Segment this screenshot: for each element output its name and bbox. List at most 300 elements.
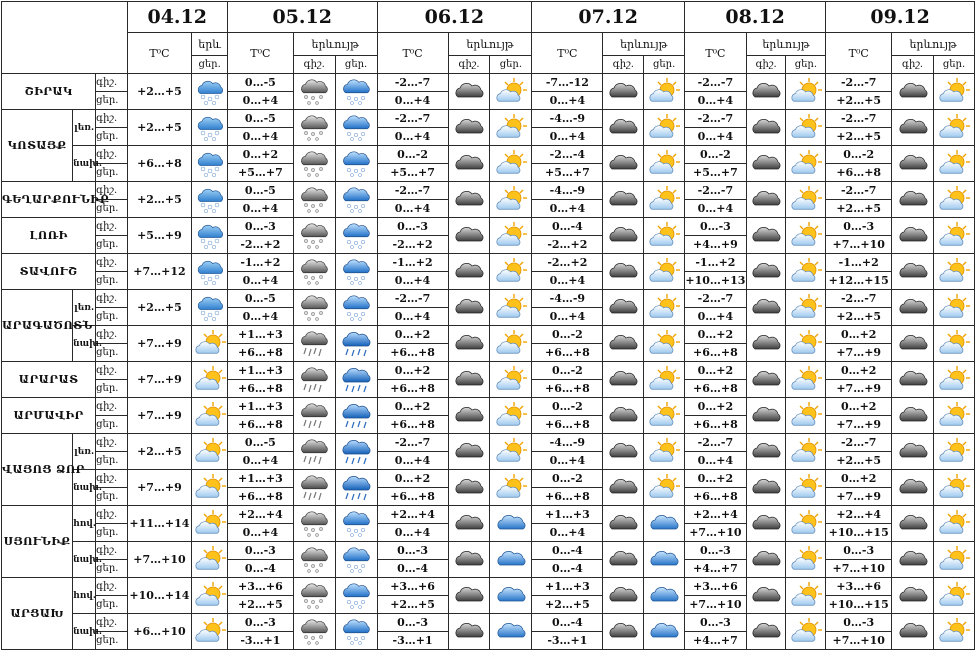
temperature-value: 0…+4: [377, 200, 448, 218]
temperature-value: 0…-3: [826, 614, 892, 632]
snow-cloud-icon: [335, 74, 377, 110]
temperature-value: 0…+2: [826, 362, 892, 380]
temperature-value: +2…+4: [826, 506, 892, 524]
night-label: գիշ.: [96, 578, 127, 596]
zone-label: նախ.: [73, 614, 96, 650]
sun-behind-cloud-icon: [490, 110, 532, 146]
temperature-value: +6…+8: [532, 344, 603, 362]
temperature-value: 0…+4: [685, 92, 747, 110]
temperature-value: +1…+3: [227, 362, 293, 380]
temperature-value: +3…+6: [377, 578, 448, 596]
temperature-value: -2…+2: [377, 236, 448, 254]
forecast-row: [2, 398, 975, 416]
dark-cloud-icon: [746, 398, 786, 434]
sun-behind-cloud-icon: [933, 542, 974, 578]
sun-behind-cloud-icon: [192, 614, 228, 650]
temperature-value: 0…+4: [377, 308, 448, 326]
temperature-value: +7…+9: [826, 416, 892, 434]
temperature-value: +2…+4: [377, 506, 448, 524]
dark-cloud-icon: [448, 182, 490, 218]
night-label: գիշ.: [96, 614, 127, 632]
temperature-value: +6…+8: [227, 344, 293, 362]
dark-cloud-icon: [603, 398, 644, 434]
dark-cloud-icon: [892, 254, 934, 290]
sun-behind-cloud-icon: [644, 182, 685, 218]
day-label: ցեր.: [96, 236, 127, 254]
temperature-value: +5…+9: [127, 218, 192, 254]
temperature-value: +6…+8: [127, 146, 192, 182]
temperature-value: +6…+8: [685, 416, 747, 434]
temperature-value: +10…+14: [127, 578, 192, 614]
temperature-value: +4…+7: [685, 560, 747, 578]
region-name: ՇԻՐԱԿ: [2, 74, 96, 110]
snow-cloud-icon: [192, 218, 228, 254]
temperature-value: -2…+2: [532, 254, 603, 272]
forecast-row: [2, 182, 975, 200]
snow-cloud-icon: [293, 578, 335, 614]
day-subheader: ցեր.: [335, 56, 377, 74]
temperature-value: +7…+9: [826, 344, 892, 362]
sun-behind-cloud-icon: [490, 398, 532, 434]
temperature-value: -2…-7: [685, 182, 747, 200]
zone-label: հով.: [73, 506, 96, 542]
temperature-value: +2…+5: [127, 110, 192, 146]
temperature-value: +2…+5: [826, 452, 892, 470]
dark-cloud-icon: [603, 74, 644, 110]
sun-behind-cloud-icon: [644, 434, 685, 470]
temperature-value: +2…+4: [227, 506, 293, 524]
temperature-value: 0…+2: [227, 146, 293, 164]
dark-cloud-icon: [746, 254, 786, 290]
temperature-value: 0…+4: [532, 452, 603, 470]
dark-cloud-icon: [892, 362, 934, 398]
sun-behind-cloud-icon: [192, 578, 228, 614]
temperature-value: +2…+5: [377, 596, 448, 614]
sun-behind-cloud-icon: [644, 362, 685, 398]
temperature-value: 0…+2: [826, 398, 892, 416]
sun-behind-cloud-icon: [933, 398, 974, 434]
sun-behind-cloud-icon: [644, 110, 685, 146]
temperature-value: 0…-3: [377, 542, 448, 560]
sun-behind-cloud-icon: [933, 362, 974, 398]
region-name: ՎԱՅՈՑ ՁՈՐ: [2, 434, 73, 506]
date-header: 08.12: [685, 2, 826, 33]
temperature-header: T⁰C: [127, 33, 192, 74]
temperature-value: 0…-2: [377, 146, 448, 164]
temperature-value: 0…+2: [685, 326, 747, 344]
temperature-value: +6…+8: [826, 164, 892, 182]
snow-cloud-icon: [293, 614, 335, 650]
sun-behind-cloud-icon: [933, 74, 974, 110]
day-label: ցեր.: [96, 272, 127, 290]
forecast-table: [1, 1, 975, 650]
temperature-value: +7…+12: [127, 254, 192, 290]
temperature-value: +6…+8: [685, 488, 747, 506]
forecast-row: [2, 290, 975, 308]
dark-cloud-icon: [603, 578, 644, 614]
day-label: ցեր.: [96, 308, 127, 326]
temperature-value: +3…+6: [685, 578, 747, 596]
temperature-value: +7…+10: [826, 632, 892, 650]
sun-behind-cloud-icon: [192, 362, 228, 398]
sun-behind-cloud-icon: [933, 290, 974, 326]
temperature-value: +7…+9: [826, 488, 892, 506]
day-subheader: ցեր.: [786, 56, 826, 74]
sun-behind-cloud-icon: [644, 218, 685, 254]
forecast-row: [2, 326, 975, 344]
sun-behind-cloud-icon: [490, 290, 532, 326]
dark-cloud-icon: [892, 110, 934, 146]
temperature-value: -2…-7: [826, 110, 892, 128]
snow-cloud-icon: [192, 290, 228, 326]
sun-behind-cloud-icon: [933, 146, 974, 182]
day-label: ցեր.: [96, 200, 127, 218]
temperature-value: 0…-5: [227, 290, 293, 308]
dark-cloud-icon: [603, 614, 644, 650]
snow-cloud-icon: [192, 146, 228, 182]
temperature-value: +7…+9: [127, 326, 192, 362]
temperature-value: 0…+4: [532, 308, 603, 326]
sun-behind-cloud-icon: [786, 290, 826, 326]
night-subheader: գիշ.: [603, 56, 644, 74]
temperature-value: +7…+10: [685, 524, 747, 542]
temperature-value: 0…-4: [377, 560, 448, 578]
blue-cloud-icon: [644, 506, 685, 542]
temperature-value: -3…+1: [532, 632, 603, 650]
blue-cloud-icon: [490, 542, 532, 578]
date-header: 06.12: [377, 2, 532, 33]
temperature-value: 0…+4: [377, 524, 448, 542]
dark-cloud-icon: [448, 74, 490, 110]
sun-behind-cloud-icon: [192, 398, 228, 434]
temperature-value: +2…+5: [826, 200, 892, 218]
temperature-value: 0…+2: [377, 362, 448, 380]
day-subheader: ցեր.: [644, 56, 685, 74]
rain-cloud-icon: [293, 470, 335, 506]
sun-behind-cloud-icon: [933, 218, 974, 254]
dark-cloud-icon: [892, 434, 934, 470]
night-label: գիշ.: [96, 182, 127, 200]
region-name: ՏԱՎՈՒՇ: [2, 254, 96, 290]
temperature-value: +6…+8: [532, 488, 603, 506]
temperature-value: 0…+2: [685, 470, 747, 488]
temperature-value: 0…+2: [826, 326, 892, 344]
temperature-value: 0…+2: [377, 470, 448, 488]
snow-cloud-icon: [192, 182, 228, 218]
night-label: գիշ.: [96, 110, 127, 128]
rain-cloud-icon: [335, 326, 377, 362]
phenomenon-header: երևույթ: [448, 33, 532, 56]
temperature-value: 0…+2: [377, 326, 448, 344]
sun-behind-cloud-icon: [786, 254, 826, 290]
zone-label: հով.: [73, 578, 96, 614]
dark-cloud-icon: [746, 110, 786, 146]
night-label: գիշ.: [96, 254, 127, 272]
dark-cloud-icon: [892, 470, 934, 506]
zone-label: նախ.: [73, 326, 96, 362]
temperature-value: +7…+10: [685, 596, 747, 614]
temperature-value: +1…+3: [227, 398, 293, 416]
temperature-value: 0…+4: [227, 272, 293, 290]
temperature-value: +5…+7: [377, 164, 448, 182]
date-header: 07.12: [532, 2, 685, 33]
rain-cloud-icon: [293, 398, 335, 434]
dark-cloud-icon: [448, 614, 490, 650]
dark-cloud-icon: [892, 182, 934, 218]
date-header: 09.12: [826, 2, 975, 33]
temperature-value: +6…+8: [685, 344, 747, 362]
sun-behind-cloud-icon: [933, 434, 974, 470]
sun-behind-cloud-icon: [192, 470, 228, 506]
region-name: ԱՐԱԳԱԾՈՏՆ: [2, 290, 73, 362]
sun-behind-cloud-icon: [933, 506, 974, 542]
sun-behind-cloud-icon: [786, 362, 826, 398]
snow-cloud-icon: [335, 254, 377, 290]
phenomenon-header: երևույթ: [746, 33, 826, 56]
temperature-value: 0…-3: [685, 614, 747, 632]
snow-cloud-icon: [293, 254, 335, 290]
temperature-value: -3…+1: [227, 632, 293, 650]
temperature-value: -2…-7: [377, 110, 448, 128]
dark-cloud-icon: [746, 614, 786, 650]
snow-cloud-icon: [335, 218, 377, 254]
sun-behind-cloud-icon: [644, 470, 685, 506]
forecast-row: [2, 362, 975, 380]
temperature-value: 0…-5: [227, 74, 293, 92]
temperature-value: 0…+2: [685, 362, 747, 380]
dark-cloud-icon: [603, 326, 644, 362]
sun-behind-cloud-icon: [933, 470, 974, 506]
sun-behind-cloud-icon: [490, 326, 532, 362]
temperature-value: -2…-7: [377, 182, 448, 200]
sun-behind-cloud-icon: [933, 614, 974, 650]
sun-behind-cloud-icon: [786, 614, 826, 650]
temperature-value: -2…-7: [377, 74, 448, 92]
zone-label: նախ.: [73, 470, 96, 506]
night-label: գիշ.: [96, 398, 127, 416]
temperature-value: +6…+8: [532, 416, 603, 434]
corner-cell: [2, 2, 128, 74]
dark-cloud-icon: [448, 434, 490, 470]
temperature-value: +6…+8: [377, 380, 448, 398]
dark-cloud-icon: [448, 398, 490, 434]
temperature-value: +11…+14: [127, 506, 192, 542]
temperature-value: 0…-3: [377, 614, 448, 632]
temperature-value: +6…+8: [227, 380, 293, 398]
temperature-value: +3…+6: [826, 578, 892, 596]
dark-cloud-icon: [892, 506, 934, 542]
temperature-header: T⁰C: [532, 33, 603, 74]
temperature-value: +2…+5: [826, 92, 892, 110]
temperature-value: 0…+4: [227, 308, 293, 326]
temperature-value: -2…-7: [826, 182, 892, 200]
region-name: ԼՈՌԻ: [2, 218, 96, 254]
temperature-value: +1…+3: [532, 506, 603, 524]
temperature-value: +4…+9: [685, 236, 747, 254]
day-label: ցեր.: [96, 128, 127, 146]
dark-cloud-icon: [746, 578, 786, 614]
temperature-value: +6…+8: [377, 488, 448, 506]
night-label: գիշ.: [96, 290, 127, 308]
sun-behind-cloud-icon: [786, 506, 826, 542]
phenomenon-header: երևույթ: [603, 33, 685, 56]
temperature-value: 0…-3: [826, 542, 892, 560]
region-name: ՍՅՈՒՆԻՔ: [2, 506, 73, 578]
temperature-value: -3…+1: [377, 632, 448, 650]
zone-label: լեռ.: [73, 110, 96, 146]
sun-behind-cloud-icon: [786, 182, 826, 218]
sun-behind-cloud-icon: [786, 398, 826, 434]
temperature-value: 0…+4: [227, 128, 293, 146]
rain-cloud-icon: [335, 398, 377, 434]
sun-behind-cloud-icon: [490, 218, 532, 254]
temperature-value: +12…+15: [826, 272, 892, 290]
temperature-value: -2…+2: [227, 236, 293, 254]
day-label: ցեր.: [96, 452, 127, 470]
sun-behind-cloud-icon: [192, 542, 228, 578]
rain-cloud-icon: [293, 362, 335, 398]
sun-behind-cloud-icon: [786, 470, 826, 506]
temperature-value: +7…+9: [127, 470, 192, 506]
temperature-value: +2…+5: [127, 434, 192, 470]
day-label: ցեր.: [96, 560, 127, 578]
snow-cloud-icon: [293, 218, 335, 254]
temperature-value: +6…+8: [377, 344, 448, 362]
day-label: ցեր.: [96, 344, 127, 362]
temperature-value: 0…+4: [227, 92, 293, 110]
temperature-value: +1…+3: [532, 578, 603, 596]
sun-behind-cloud-icon: [490, 434, 532, 470]
temperature-value: 0…+4: [532, 92, 603, 110]
day-label: ցեր.: [96, 488, 127, 506]
snow-cloud-icon: [335, 542, 377, 578]
dark-cloud-icon: [448, 110, 490, 146]
temperature-value: +10…+13: [685, 272, 747, 290]
temperature-value: -1…+2: [826, 254, 892, 272]
temperature-value: -2…-4: [532, 146, 603, 164]
temperature-value: +2…+5: [532, 596, 603, 614]
dark-cloud-icon: [603, 362, 644, 398]
temperature-value: 0…-2: [532, 326, 603, 344]
temperature-value: 0…+4: [532, 200, 603, 218]
dark-cloud-icon: [603, 290, 644, 326]
temperature-value: +10…+15: [826, 596, 892, 614]
temperature-value: 0…+4: [532, 524, 603, 542]
temperature-value: +2…+5: [227, 596, 293, 614]
day-subheader: ցեր.: [490, 56, 532, 74]
temperature-value: -2…-7: [685, 110, 747, 128]
forecast-row: [2, 146, 975, 164]
temperature-value: 0…+4: [685, 308, 747, 326]
blue-cloud-icon: [644, 614, 685, 650]
dark-cloud-icon: [448, 254, 490, 290]
temperature-value: +6…+10: [127, 614, 192, 650]
temperature-value: 0…+4: [685, 200, 747, 218]
temperature-value: 0…+4: [377, 272, 448, 290]
night-label: գիշ.: [96, 542, 127, 560]
blue-cloud-icon: [644, 578, 685, 614]
day-label: ցեր.: [96, 596, 127, 614]
snow-cloud-icon: [293, 290, 335, 326]
temperature-value: +2…+5: [127, 74, 192, 110]
day-label: ցեր.: [96, 380, 127, 398]
sun-behind-cloud-icon: [786, 218, 826, 254]
night-subheader: գիշ.: [746, 56, 786, 74]
snow-cloud-icon: [335, 578, 377, 614]
night-label: գիշ.: [96, 434, 127, 452]
dark-cloud-icon: [746, 326, 786, 362]
temperature-value: +7…+10: [826, 560, 892, 578]
temperature-value: +7…+9: [127, 362, 192, 398]
dark-cloud-icon: [448, 218, 490, 254]
snow-cloud-icon: [293, 74, 335, 110]
sun-behind-cloud-icon: [786, 110, 826, 146]
temperature-value: -2…-7: [377, 434, 448, 452]
sun-behind-cloud-icon: [644, 326, 685, 362]
temperature-value: +7…+9: [127, 398, 192, 434]
dark-cloud-icon: [746, 506, 786, 542]
temperature-value: +5…+7: [532, 164, 603, 182]
temperature-value: 0…-3: [227, 614, 293, 632]
dark-cloud-icon: [603, 470, 644, 506]
temperature-value: -4…-9: [532, 182, 603, 200]
temperature-value: +7…+10: [826, 236, 892, 254]
snow-cloud-icon: [293, 146, 335, 182]
dark-cloud-icon: [746, 542, 786, 578]
temperature-value: -7…-12: [532, 74, 603, 92]
temperature-value: +10…+15: [826, 524, 892, 542]
sun-behind-cloud-icon: [192, 506, 228, 542]
temperature-value: -2…-7: [826, 434, 892, 452]
dark-cloud-icon: [448, 578, 490, 614]
forecast-row: [2, 218, 975, 236]
forecast-row: [2, 470, 975, 488]
temperature-value: +4…+7: [685, 632, 747, 650]
temperature-value: 0…+4: [377, 128, 448, 146]
rain-cloud-icon: [335, 470, 377, 506]
dark-cloud-icon: [603, 182, 644, 218]
temperature-value: +1…+3: [227, 470, 293, 488]
sun-behind-cloud-icon: [786, 74, 826, 110]
rain-cloud-icon: [335, 434, 377, 470]
sun-behind-cloud-icon: [490, 74, 532, 110]
night-subheader: գիշ.: [892, 56, 934, 74]
sun-behind-cloud-icon: [490, 254, 532, 290]
temperature-value: -1…+2: [377, 254, 448, 272]
snow-cloud-icon: [293, 182, 335, 218]
temperature-value: 0…-5: [227, 182, 293, 200]
dark-cloud-icon: [746, 218, 786, 254]
dark-cloud-icon: [892, 290, 934, 326]
region-name: ԳԵՂԱՐՔՈՒՆԻՔ: [2, 182, 96, 218]
dark-cloud-icon: [448, 146, 490, 182]
temperature-value: 0…+4: [532, 128, 603, 146]
temperature-header: T⁰C: [377, 33, 448, 74]
forecast-row: [2, 74, 975, 92]
temperature-value: -2…-7: [826, 290, 892, 308]
temperature-value: 0…+4: [377, 452, 448, 470]
temperature-value: -4…-9: [532, 110, 603, 128]
date-header: 05.12: [227, 2, 377, 33]
dark-cloud-icon: [746, 182, 786, 218]
temperature-value: 0…-4: [532, 218, 603, 236]
temperature-value: 0…-3: [685, 218, 747, 236]
temperature-value: 0…-4: [227, 560, 293, 578]
day-label: ցեր.: [96, 92, 127, 110]
sun-behind-cloud-icon: [933, 182, 974, 218]
sun-behind-cloud-icon: [786, 326, 826, 362]
temperature-value: +6…+8: [532, 380, 603, 398]
